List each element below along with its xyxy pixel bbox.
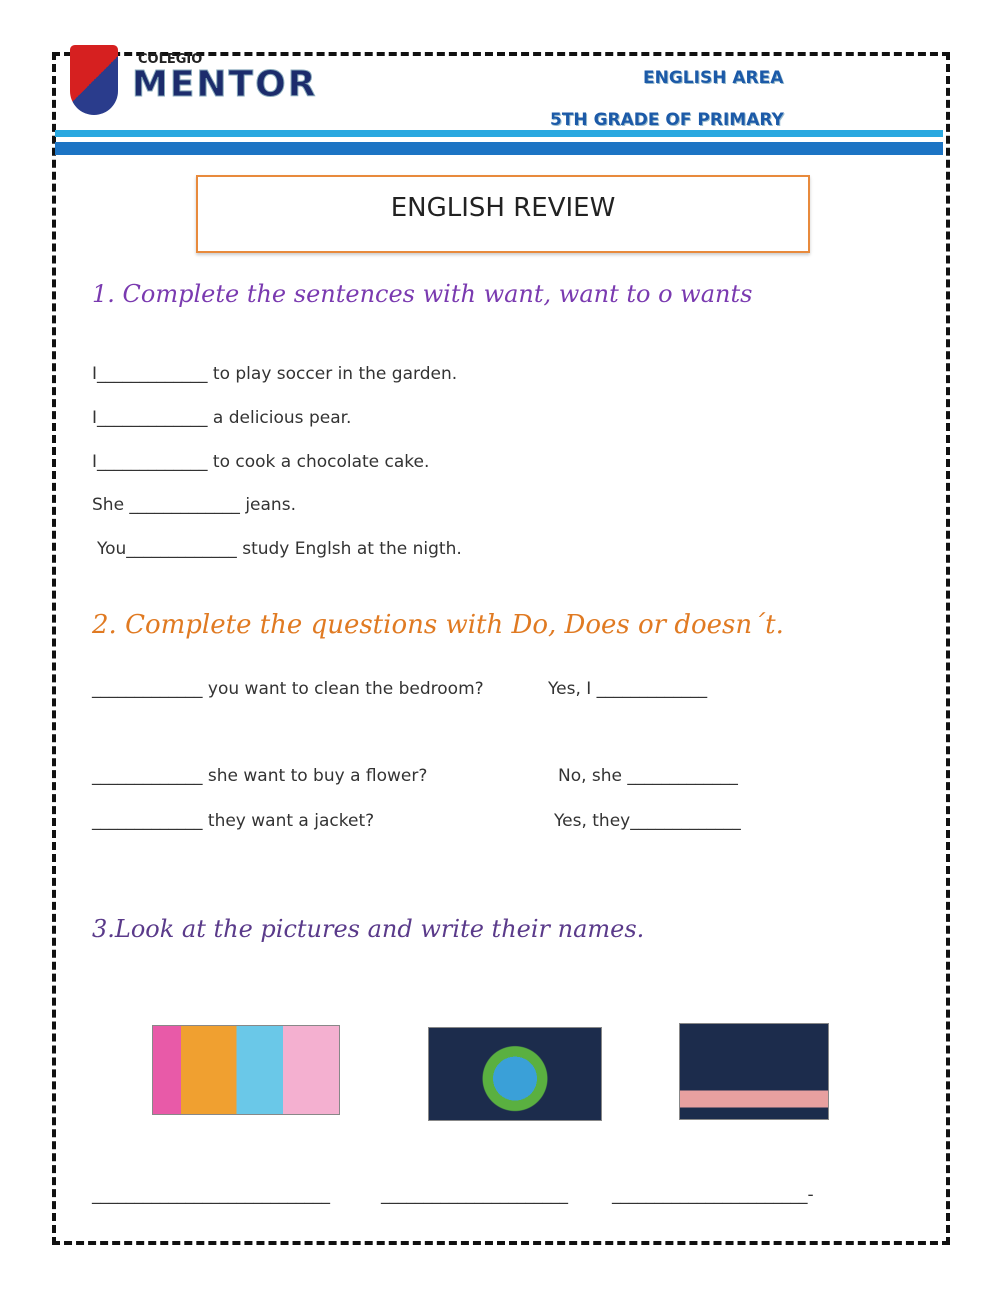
sentence: I_____________ to cook a chocolate cake. — [92, 452, 430, 472]
answer-blank: ______________________ — [381, 1185, 568, 1205]
picture-fireworks — [679, 1023, 829, 1120]
question: _____________ they want a jacket? — [92, 811, 375, 831]
sentence: I_____________ a delicious pear. — [92, 408, 352, 428]
picture-earth — [428, 1027, 602, 1121]
answer-blank: _______________________- — [612, 1185, 814, 1205]
picture-carnival — [152, 1025, 340, 1115]
question: _____________ she want to buy a flower? — [92, 766, 428, 786]
answer: Yes, I _____________ — [548, 679, 708, 699]
answer: No, she _____________ — [558, 766, 738, 786]
header-divider-light — [55, 130, 943, 137]
answer: Yes, they_____________ — [554, 811, 741, 831]
section1-heading: 1. Complete the sentences with want, want to o wants — [92, 280, 753, 308]
sentence: I_____________ to play soccer in the garden. — [92, 364, 458, 384]
question: _____________ you want to clean the bedroom? — [92, 679, 484, 699]
page-title: ENGLISH REVIEW — [390, 193, 616, 223]
section2-heading: 2. Complete the questions with Do, Does or doesn´t. — [92, 610, 784, 640]
area-label: ENGLISH AREA — [643, 68, 784, 88]
sentence: She _____________ jeans. — [92, 495, 296, 515]
school-name-logo: MENTOR — [132, 64, 318, 105]
header-divider-dark — [55, 142, 943, 155]
sentence: You_____________ study Englsh at the nigth. — [97, 539, 462, 559]
section3-heading: 3.Look at the pictures and write their names. — [92, 915, 645, 943]
school-label: COLEGIO — [138, 52, 203, 67]
school-logo-shield — [70, 45, 118, 115]
title-box — [196, 175, 810, 253]
answer-blank: ____________________________ — [92, 1185, 330, 1205]
grade-label: 5TH GRADE OF PRIMARY — [550, 110, 784, 130]
